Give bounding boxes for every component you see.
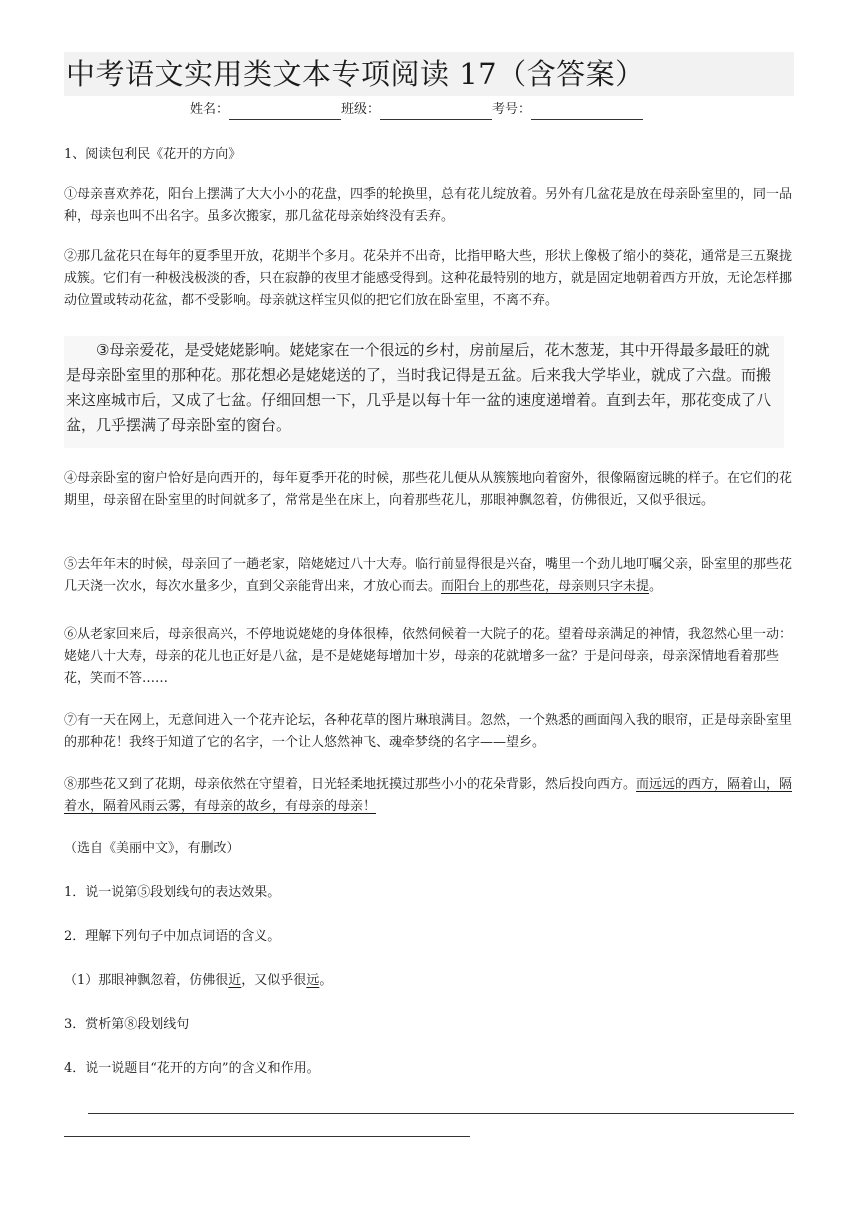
class-blank[interactable] <box>380 105 492 120</box>
name-label: 姓名： <box>190 102 230 117</box>
page-title: 中考语文实用类文本专项阅读 17（含答案） <box>66 57 645 91</box>
answer-line-1[interactable] <box>88 1113 794 1114</box>
number-blank[interactable] <box>531 105 643 120</box>
source-note: （选自《美丽中文》，有删改） <box>64 841 240 856</box>
paragraph-5-text: ⑤去年年末的时候，母亲回了一趟老家，陪姥姥过八十大寿。临行前显得很是兴奋，嘴里一个劲儿地叮嘱父亲，卧室里的那些花几天浇一次水，每次水量多少，直到父亲能背出来，才放心而去。 <box>64 557 793 594</box>
paragraph-3-text: ③母亲爱花，是受姥姥影响。姥姥家在一个很远的乡村，房前屋后，花木葱茏，其中开得最多最旺的就是母亲卧室里的那种花。那花想必是姥姥送的了，当时我记得是五盆。后来我大学毕业，就成了六盘。而搬来这座城市后，又成了七盆。仔细回想一下，几乎是以每十年一盆的速度递增着。直到去年，那花变成了八盆，几乎摆满了母亲卧室的窗台。 <box>66 341 772 434</box>
paragraph-3-scanned-image <box>64 336 784 448</box>
question-1: 1．说一说第⑤段划线句的表达效果。 <box>64 885 281 900</box>
paragraph-4: ④母亲卧室的窗户恰好是向西开的，每年夏季开花的时候，那些花儿便从从簇簇地向着窗外，很像隔窗远眺的样子。在它们的花期里，母亲留在卧室里的时间就多了，常常是坐在床上，向着那些花儿，那眼神飘忽着，仿佛很近，又似乎很远。 <box>64 471 793 508</box>
number-label: 考号： <box>492 102 532 117</box>
class-label: 班级： <box>341 102 381 117</box>
student-info-row <box>190 100 643 120</box>
paragraph-5-underlined-sentence: 而阳台上的那些花，母亲则只字未提 <box>441 579 650 594</box>
answer-line-2[interactable] <box>64 1136 470 1137</box>
paragraph-1: ①母亲喜欢养花，阳台上摆满了大大小小的花盘，四季的轮换里，总有花儿绽放着。另外有几盆花是放在母亲卧室里的，同一品种，母亲也叫不出名字。虽多次搬家，那几盆花母亲始终没有丢弃。 <box>64 187 793 224</box>
paragraph-2: ②那几盆花只在每年的夏季里开放，花期半个多月。花朵并不出奇，比指甲略大些，形状上像极了缩小的葵花，通常是三五聚拢成簇。它们有一种极浅极淡的香，只在寂静的夜里才能感受得到。这种花最特别的地方，就是固定地朝着西方开放，无论怎样挪动位置或转动花盆，都不受影响。母亲就这样宝贝似的把它们放在卧室里，不离不弃。 <box>64 249 793 308</box>
q2-sub-text-2: ，又似乎很 <box>241 973 307 988</box>
paragraph-8 <box>64 774 798 818</box>
question-4: 4．说一说题目“花开的方向”的含义和作用。 <box>64 1061 320 1076</box>
question-2: 2．理解下列句子中加点词语的含义。 <box>64 929 281 944</box>
name-blank[interactable] <box>229 105 341 120</box>
q2-sub-text-1: （1）那眼神飘忽着，仿佛很 <box>64 973 229 988</box>
paragraph-8-text: ⑧那些花又到了花期，母亲依然在守望着，日光轻柔地抚摸过那些小小的花朵背影，然后投向西方。 <box>64 777 637 792</box>
q2-dotted-word-far: 远 <box>306 973 320 988</box>
q2-dotted-word-near: 近 <box>228 973 242 988</box>
question-2-sub-1 <box>64 970 798 992</box>
paragraph-5 <box>64 554 798 598</box>
paragraph-7: ⑦有一天在网上，无意间进入一个花卉论坛，各种花草的图片琳琅满目。忽然，一个熟悉的画面闯入我的眼帘，正是母亲卧室里的那种花！我终于知道了它的名字，一个让人悠然神飞、魂牵梦绕的名字——望乡。 <box>64 713 793 750</box>
paragraph-6: ⑥从老家回来后，母亲很高兴，不停地说姥姥的身体很棒，依然伺候着一大院子的花。望着母亲满足的神情，我忽然心里一动：姥姥八十大寿，母亲的花儿也正好是八盆，是不是姥姥每增加十岁，母亲的花就增多一盆？于是问母亲，母亲深情地看着那些花，笑而不答…… <box>64 627 793 686</box>
question-heading: 1、阅读包利民《花开的方向》 <box>64 147 242 162</box>
paragraph-8-underlined-sentence: 而远远的西方，隔着山，隔着水，隔着风雨云雾，有母亲的故乡，有母亲的母亲！ <box>64 777 793 814</box>
paragraph-3 <box>64 336 782 438</box>
question-3: 3．赏析第⑧段划线句 <box>64 1017 190 1032</box>
paragraph-5-end: 。 <box>649 579 663 594</box>
q2-sub-text-3: 。 <box>319 973 333 988</box>
